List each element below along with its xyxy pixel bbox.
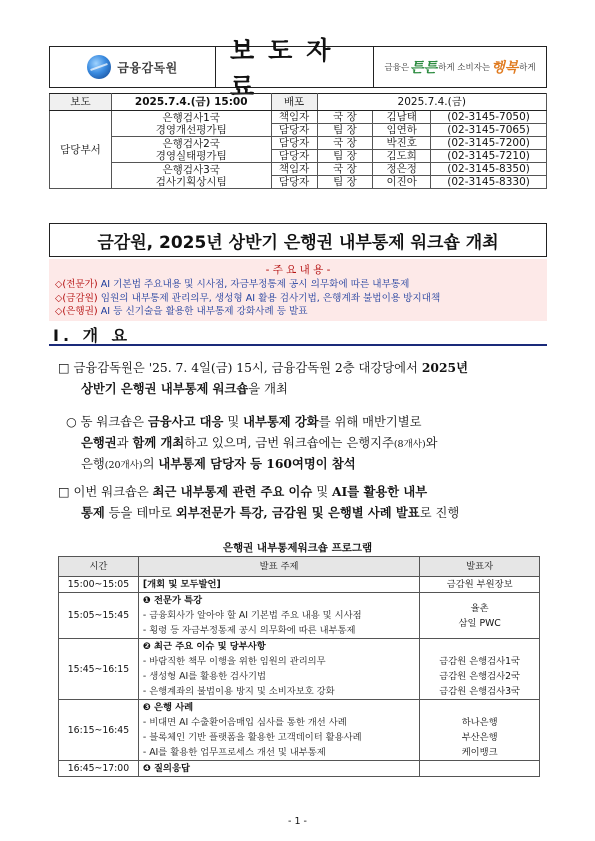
topic-cell xyxy=(138,593,419,639)
presenter: 율촌 xyxy=(470,602,489,614)
person-name: 김도희 xyxy=(373,150,431,163)
summary-text: AI 등 신기술을 활용한 내부통제 강화사례 등 발표 xyxy=(97,306,308,317)
presenter-cell xyxy=(420,700,540,761)
dept-row xyxy=(50,137,547,150)
position: 팀 장 xyxy=(317,150,373,163)
topic-cell xyxy=(138,577,419,593)
summary-line xyxy=(55,305,541,319)
time-cell: 16:15~16:45 xyxy=(59,700,139,761)
header-box xyxy=(49,36,547,101)
paragraph-2-line3 xyxy=(81,454,356,476)
time-cell: 16:45~17:00 xyxy=(59,761,139,777)
dept-name-line2: 경영실태평가팀 xyxy=(155,149,227,162)
text-run: 과 xyxy=(116,436,133,450)
program-row xyxy=(59,577,540,593)
topic-head: ❹ 질의응답 xyxy=(142,763,190,774)
person-name: 박진호 xyxy=(373,137,431,150)
topic-head: [개회 및 모두발언] xyxy=(142,579,221,590)
page-number: - 1 - xyxy=(288,816,307,827)
text-run-small: (20개사) xyxy=(104,460,143,471)
topic-head: ❶ 전문가 특강 xyxy=(142,595,203,606)
slogan-word2: 행복 xyxy=(491,60,519,76)
text-run: 등을 테마로 xyxy=(104,506,176,520)
logo-text: 금융감독원 xyxy=(117,60,178,75)
topic-sub: - AI를 활용한 업무프로세스 개선 및 내부통제 xyxy=(142,747,326,758)
text-run-bold: 은행권 xyxy=(81,435,117,450)
presenter: 금감원 은행검사3국 xyxy=(439,686,521,697)
text-run: 을 개최 xyxy=(248,382,288,396)
text-run: 및 xyxy=(223,415,244,429)
dept-name xyxy=(111,163,271,189)
role: 담당자 xyxy=(271,150,317,163)
topic-sub: - 블록체인 기반 플랫폼을 활용한 고객데이터 활용사례 xyxy=(142,732,362,743)
paragraph-2-line1 xyxy=(66,412,422,432)
text-run-bold: 외부전문가 특강, 금감원 및 은행별 사례 발표 xyxy=(175,505,420,520)
presenter-cell xyxy=(420,761,540,777)
text-run-bold: 내부통제 담당자 등 160여명이 참석 xyxy=(158,456,356,471)
program-row xyxy=(59,593,540,639)
text-run-small: (8개사) xyxy=(393,439,426,450)
text-run: □ 이번 워크숍은 xyxy=(58,485,153,499)
dept-name-line1: 은행검사2국 xyxy=(162,137,220,150)
topic-sub: - 생성형 AI를 활용한 검사기법 xyxy=(142,671,266,682)
report-date: 2025.7.4.(금) 15:00 xyxy=(111,94,271,111)
text-run: 은행 xyxy=(81,457,105,471)
position: 팀 장 xyxy=(317,124,373,137)
program-row xyxy=(59,639,540,700)
phone: (02-3145-7050) xyxy=(431,111,547,124)
dept-name-line1: 은행검사3국 xyxy=(162,163,220,176)
column-header: 발표자 xyxy=(420,557,540,577)
presenter-cell xyxy=(420,639,540,700)
dept-name xyxy=(111,137,271,163)
presenter: 케이뱅크 xyxy=(461,747,498,758)
slogan-word1: 튼튼 xyxy=(410,60,438,76)
summary-text: AI 기본법 주요내용 및 시사점, 자금부정통제 공시 의무화에 따른 내부통제 xyxy=(97,279,410,290)
position: 국 장 xyxy=(317,111,373,124)
dept-label: 담당부서 xyxy=(50,111,112,189)
phone: (02-3145-7210) xyxy=(431,150,547,163)
dept-row xyxy=(50,163,547,176)
dept-name-line2: 경영개선평가팀 xyxy=(155,123,227,136)
topic-sub: - 바람직한 책무 이행을 위한 임원의 관리의무 xyxy=(142,656,326,667)
summary-box xyxy=(49,259,547,321)
role: 책임자 xyxy=(271,163,317,176)
program-caption: 은행권 내부통제워크숍 프로그램 xyxy=(222,542,373,554)
person-name: 임연하 xyxy=(373,124,431,137)
presenter-cell xyxy=(420,577,540,593)
dept-name-line1: 은행검사1국 xyxy=(162,111,220,124)
dept-name-line2: 검사기획상시팀 xyxy=(155,175,227,188)
topic-cell xyxy=(138,700,419,761)
phone: (02-3145-8350) xyxy=(431,163,547,176)
topic-head: ❷ 최근 주요 이슈 및 당부사항 xyxy=(142,641,266,652)
position: 팀 장 xyxy=(317,176,373,189)
doc-type-title: 보도자료 xyxy=(216,47,374,87)
dept-name xyxy=(111,111,271,137)
text-run-bold: 2025년 xyxy=(421,360,468,375)
topic-sub: - 금융회사가 알아야 할 AI 기본법 주요 내용 및 시사점 xyxy=(142,610,362,621)
phone: (02-3145-8330) xyxy=(431,176,547,189)
dist-date: 2025.7.4.(금) xyxy=(317,94,547,111)
topic-sub: - 비대면 AI 수출환어음매입 심사를 통한 개선 사례 xyxy=(142,717,347,728)
text-run: 의 xyxy=(142,457,159,471)
program-header-row xyxy=(59,557,540,577)
column-header: 발표 주제 xyxy=(138,557,419,577)
paragraph-1-line2 xyxy=(81,379,288,399)
text-run: ○ 동 워크숍은 xyxy=(66,415,148,429)
release-row xyxy=(50,94,547,111)
person-name: 김남태 xyxy=(373,111,431,124)
paragraph-2-line2 xyxy=(81,433,438,455)
presenter: 하나은행 xyxy=(461,717,498,728)
summary-tag: ◇(은행권) xyxy=(55,306,98,317)
text-run-bold: 내부통제 강화 xyxy=(243,414,319,429)
text-run: 로 진행 xyxy=(419,506,460,520)
text-run: 를 위해 매반기별로 xyxy=(318,415,422,429)
program-row xyxy=(59,761,540,777)
person-name: 이진아 xyxy=(373,176,431,189)
slogan-mid: 하게 소비자는 xyxy=(438,63,491,73)
report-label: 보도 xyxy=(50,94,112,111)
globe-logo-icon xyxy=(87,55,111,79)
topic-cell xyxy=(138,639,419,700)
role: 담당자 xyxy=(271,124,317,137)
time-cell: 15:45~16:15 xyxy=(59,639,139,700)
text-run-bold: 상반기 은행권 내부통제 워크숍 xyxy=(81,381,249,396)
summary-line xyxy=(55,292,541,306)
position: 국 장 xyxy=(317,137,373,150)
paragraph-3-line2 xyxy=(81,503,459,523)
text-run-bold: AI를 활용한 내부 xyxy=(332,484,428,499)
presenter: 삼일 PWC xyxy=(458,617,501,629)
slogan-prefix: 금융은 xyxy=(384,63,410,73)
text-run-bold: 함께 개최 xyxy=(132,435,185,450)
fss-logo xyxy=(50,47,216,87)
role: 책임자 xyxy=(271,111,317,124)
time-cell: 15:05~15:45 xyxy=(59,593,139,639)
phone: (02-3145-7065) xyxy=(431,124,547,137)
text-run: □ 금융감독원은 '25. 7. 4일(금) 15시, 금융감독원 2층 대강당에서 xyxy=(58,361,422,375)
summary-text: 임원의 내부통제 관리의무, 생성형 AI 활용 검사기법, 은행계좌 불법이용 방지대책 xyxy=(97,292,441,304)
program-table xyxy=(58,556,540,777)
position: 국 장 xyxy=(317,163,373,176)
topic-head: ❸ 은행 사례 xyxy=(142,702,194,713)
topic-sub: - 횡령 등 자금부정통제 공시 의무화에 따른 내부통제 xyxy=(142,625,356,636)
summary-heading: - 주 요 내 용 - xyxy=(265,264,331,276)
topic-sub: - 은행계좌의 불법이용 방지 및 소비자보호 강화 xyxy=(142,686,335,697)
text-run: 하고 있으며, 금번 워크숍에는 은행지주 xyxy=(184,436,394,450)
role: 담당자 xyxy=(271,137,317,150)
section-heading: Ⅰ. 개 요 xyxy=(49,324,547,346)
phone: (02-3145-7200) xyxy=(431,137,547,150)
presenter: 금감원 은행검사2국 xyxy=(439,671,521,682)
presenter: 금감원 은행검사1국 xyxy=(439,656,521,667)
role: 담당자 xyxy=(271,176,317,189)
slogan xyxy=(374,47,546,87)
text-run-bold: 최근 내부통제 관련 주요 이슈 xyxy=(152,484,313,499)
person-name: 정은정 xyxy=(373,163,431,176)
dist-label: 배포 xyxy=(271,94,317,111)
dept-row xyxy=(50,111,547,124)
program-row xyxy=(59,700,540,761)
column-header: 시간 xyxy=(59,557,139,577)
headline: 금감원, 2025년 상반기 은행권 내부통제 워크숍 개최 xyxy=(49,223,547,257)
text-run-bold: 통제 xyxy=(81,505,105,520)
topic-cell xyxy=(138,761,419,777)
summary-line xyxy=(55,278,541,292)
slogan-suffix: 하게 xyxy=(519,63,536,73)
contact-table xyxy=(49,93,547,189)
presenter: 금감원 부원장보 xyxy=(446,579,513,590)
time-cell: 15:00~15:05 xyxy=(59,577,139,593)
presenter: 부산은행 xyxy=(461,732,498,743)
text-run: 및 xyxy=(312,485,332,499)
summary-tag: ◇(전문가) xyxy=(55,279,98,290)
paragraph-1-line1 xyxy=(58,358,468,378)
presenter-cell xyxy=(420,593,540,639)
summary-tag: ◇(금감원) xyxy=(55,292,98,304)
paragraph-3-line1 xyxy=(58,482,427,502)
text-run: 와 xyxy=(425,436,438,450)
text-run-bold: 금융사고 대응 xyxy=(147,414,224,429)
